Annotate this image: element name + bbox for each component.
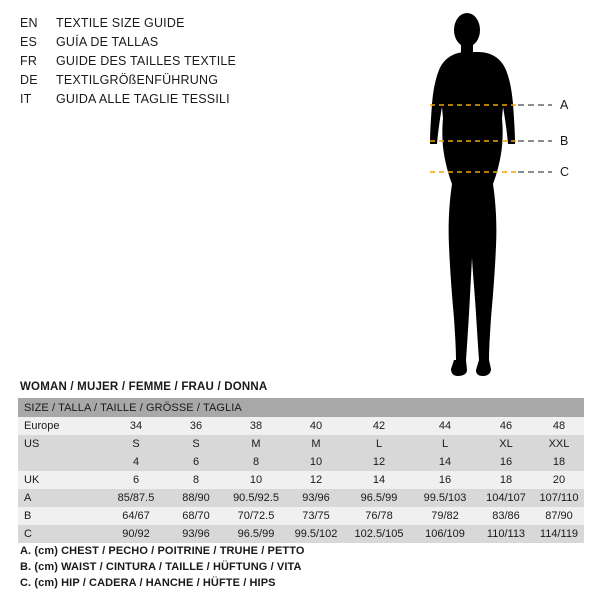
table-cell: 85/87.5: [106, 489, 166, 507]
title-row: [20, 35, 400, 54]
silhouette-svg: [392, 8, 592, 378]
table-cell: 8: [226, 453, 286, 471]
row-label: Europe: [18, 417, 106, 435]
table-cell: 96.5/99: [346, 489, 412, 507]
table-cell: 96.5/99: [226, 525, 286, 543]
legend-note-b: B. (cm) WAIST / CINTURA / TAILLE / HÜFTUNG / VITA: [20, 561, 302, 573]
table-cell: S: [166, 435, 226, 453]
title-text: TEXTILE SIZE GUIDE: [56, 16, 185, 30]
table-cell: 87/90: [534, 507, 584, 525]
title-text: GUÍA DE TALLAS: [56, 35, 159, 49]
title-lang-code: DE: [20, 73, 38, 87]
table-cell: 12: [346, 453, 412, 471]
legend-note-a: A. (cm) CHEST / PECHO / POITRINE / TRUHE / PETTO: [20, 545, 305, 557]
table-cell: M: [226, 435, 286, 453]
table-cell: 16: [412, 471, 478, 489]
table-row: [18, 417, 584, 435]
table-cell: 18: [534, 453, 584, 471]
table-cell: 6: [166, 453, 226, 471]
table-cell: 99.5/103: [412, 489, 478, 507]
table-cell: 76/78: [346, 507, 412, 525]
table-cell: XL: [478, 435, 534, 453]
table-cell: 104/107: [478, 489, 534, 507]
table-cell: M: [286, 435, 346, 453]
title-row: [20, 16, 400, 35]
measurement-legend: [20, 543, 580, 591]
table-row: [18, 453, 584, 471]
size-table-block: [18, 381, 584, 543]
measure-leader-lines: [518, 105, 552, 172]
table-cell: 90.5/92.5: [226, 489, 286, 507]
table-cell: 88/90: [166, 489, 226, 507]
table-cell: 110/113: [478, 525, 534, 543]
table-row: [18, 489, 584, 507]
table-cell: 42: [346, 417, 412, 435]
table-cell: 64/67: [106, 507, 166, 525]
table-header-row: [18, 398, 584, 417]
title-row: [20, 73, 400, 92]
table-cell: 12: [286, 471, 346, 489]
title-row: [20, 92, 400, 111]
table-cell: 99.5/102: [286, 525, 346, 543]
table-cell: 14: [346, 471, 412, 489]
table-cell: XXL: [534, 435, 584, 453]
table-cell: 68/70: [166, 507, 226, 525]
female-body-figure: [392, 8, 592, 378]
table-cell: 79/82: [412, 507, 478, 525]
table-cell: 16: [478, 453, 534, 471]
title-row: [20, 54, 400, 73]
table-cell: 44: [412, 417, 478, 435]
title-lang-code: IT: [20, 92, 32, 106]
measure-label-b: B: [560, 134, 569, 148]
row-label: C: [18, 525, 106, 543]
table-cell: 102.5/105: [346, 525, 412, 543]
title-lang-code: ES: [20, 35, 38, 49]
table-cell: 10: [286, 453, 346, 471]
table-cell: 10: [226, 471, 286, 489]
gender-heading: WOMAN / MUJER / FEMME / FRAU / DONNA: [20, 381, 268, 393]
table-cell: 6: [106, 471, 166, 489]
measure-label-c: C: [560, 165, 570, 179]
table-cell: 34: [106, 417, 166, 435]
table-cell: 48: [534, 417, 584, 435]
table-cell: 4: [106, 453, 166, 471]
table-row: [18, 525, 584, 543]
title-text: GUIDA ALLE TAGLIE TESSILI: [56, 92, 230, 106]
language-title-block: [20, 16, 400, 111]
table-cell: 114/119: [534, 525, 584, 543]
table-cell: 14: [412, 453, 478, 471]
table-cell: 107/110: [534, 489, 584, 507]
row-label: [18, 453, 106, 471]
table-cell: 36: [166, 417, 226, 435]
row-label: A: [18, 489, 106, 507]
table-row: [18, 471, 584, 489]
title-text: TEXTILGRÖßENFÜHRUNG: [56, 73, 219, 87]
table-cell: 106/109: [412, 525, 478, 543]
table-cell: 90/92: [106, 525, 166, 543]
table-cell: 83/86: [478, 507, 534, 525]
table-header-label: SIZE / TALLA / TAILLE / GRÖSSE / TAGLIA: [18, 398, 584, 417]
measure-label-a: A: [560, 98, 569, 112]
table-cell: 93/96: [286, 489, 346, 507]
table-cell: 8: [166, 471, 226, 489]
title-text: GUIDE DES TAILLES TEXTILE: [56, 54, 237, 68]
row-label: B: [18, 507, 106, 525]
table-cell: 20: [534, 471, 584, 489]
row-label: UK: [18, 471, 106, 489]
table-cell: 73/75: [286, 507, 346, 525]
table-cell: 38: [226, 417, 286, 435]
title-lang-code: FR: [20, 54, 38, 68]
table-cell: L: [346, 435, 412, 453]
table-row: [18, 435, 584, 453]
legend-note-c: C. (cm) HIP / CADERA / HANCHE / HÜFTE / HIPS: [20, 577, 276, 589]
table-cell: 70/72.5: [226, 507, 286, 525]
table-row: [18, 507, 584, 525]
table-cell: S: [106, 435, 166, 453]
table-cell: 18: [478, 471, 534, 489]
table-cell: 46: [478, 417, 534, 435]
table-cell: L: [412, 435, 478, 453]
title-lang-code: EN: [20, 16, 38, 30]
table-cell: 40: [286, 417, 346, 435]
table-cell: 93/96: [166, 525, 226, 543]
size-table: [18, 398, 584, 543]
row-label: US: [18, 435, 106, 453]
